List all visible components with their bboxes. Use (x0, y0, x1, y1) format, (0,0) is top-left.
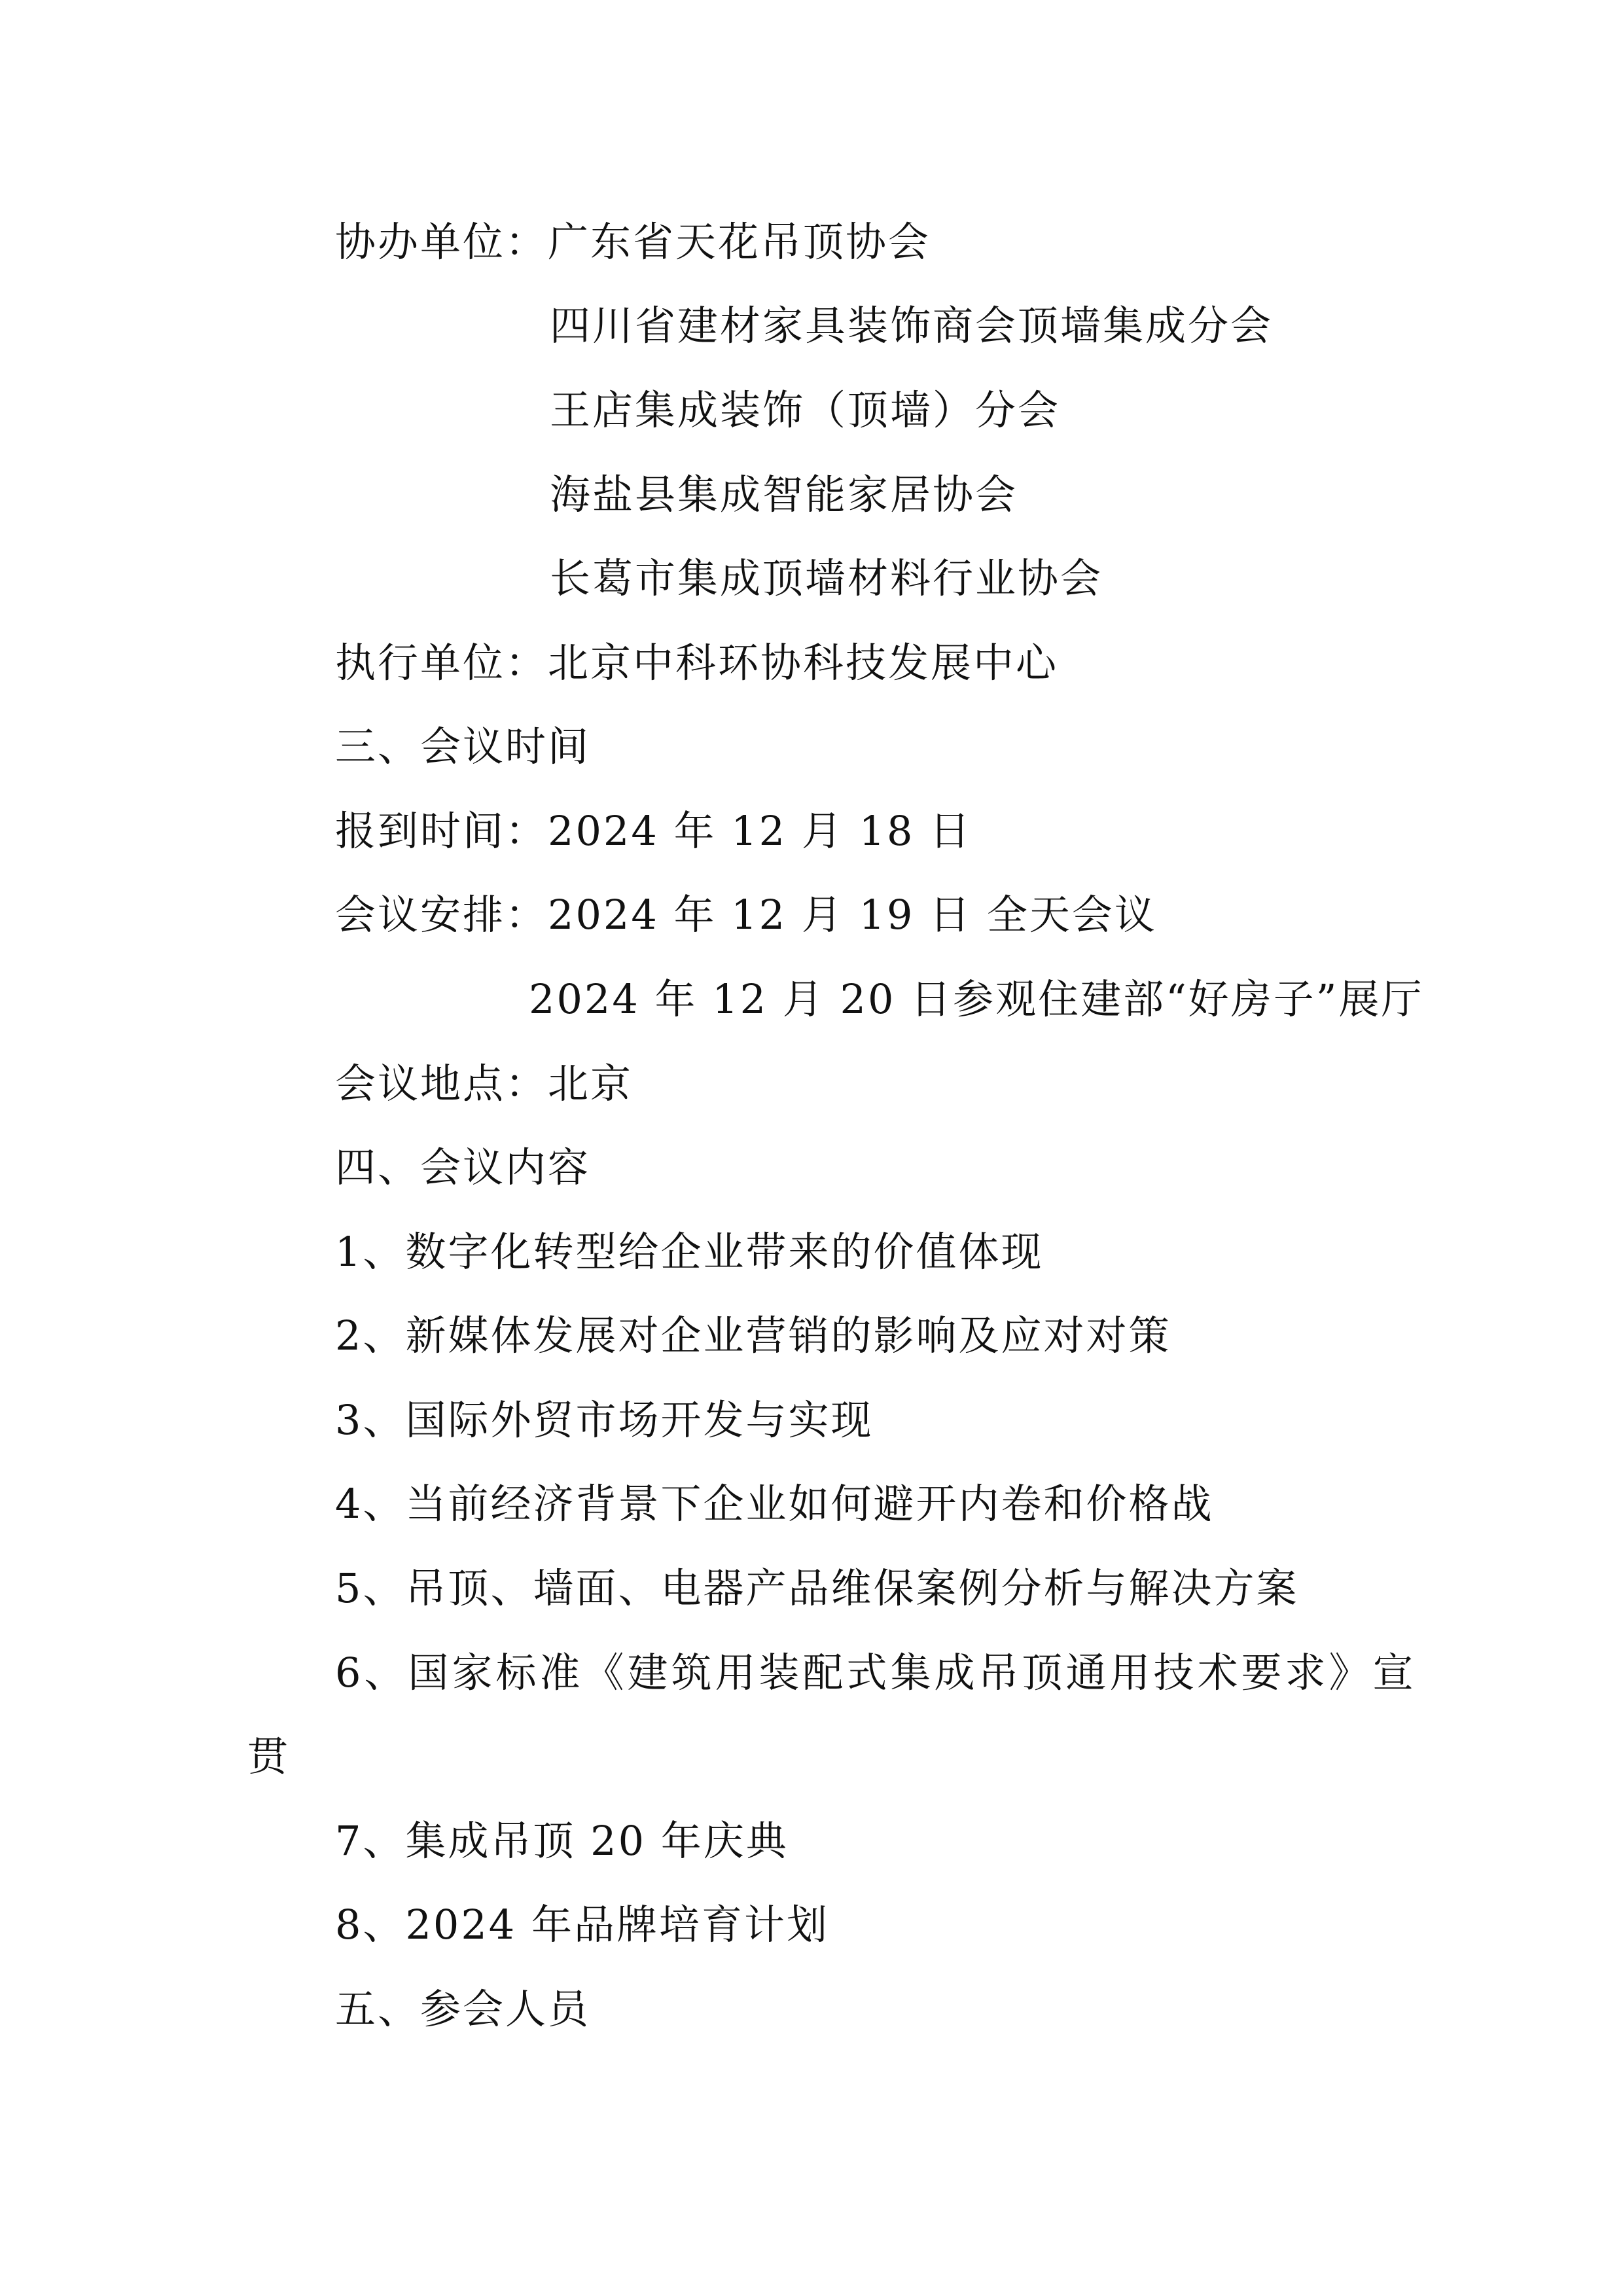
schedule-line-1: 会议安排：2024 年 12 月 19 日 全天会议 (335, 891, 1157, 939)
schedule-line-2: 2024 年 12 月 20 日参观住建部“好房子”展厅 (529, 975, 1424, 1023)
content-item: 1、数字化转型给企业带来的价值体现 (335, 1228, 1044, 1276)
co-organizer-item: 海盐县集成智能家居协会 (550, 471, 1018, 518)
content-item: 5、吊顶、墙面、电器产品维保案例分析与解决方案 (335, 1564, 1299, 1612)
venue-line: 会议地点：北京 (335, 1060, 633, 1107)
section-heading-content: 四、会议内容 (335, 1143, 591, 1191)
section-heading-attendees: 五、参会人员 (335, 1985, 591, 2033)
executor-line: 执行单位：北京中科环协科技发展中心 (335, 639, 1059, 687)
co-organizer-item: 王店集成装饰（顶墙）分会 (550, 386, 1061, 434)
registration-time: 报到时间：2024 年 12 月 18 日 (335, 807, 972, 855)
content-item: 8、2024 年品牌培育计划 (335, 1901, 829, 1948)
content-item-6-line-1: 6、国家标准《建筑用装配式集成吊顶通用技术要求》宣 (335, 1649, 1417, 1696)
co-organizer-item: 长葛市集成顶墙材料行业协会 (550, 554, 1103, 602)
content-item: 4、当前经济背景下企业如何避开内卷和价格战 (335, 1480, 1214, 1528)
section-heading-time: 三、会议时间 (335, 723, 591, 770)
content-item: 3、国际外贸市场开发与实现 (335, 1396, 874, 1444)
content-item: 2、新媒体发展对企业营销的影响及应对对策 (335, 1312, 1171, 1359)
co-organizer-line: 协办单位：广东省天花吊顶协会 (335, 218, 931, 266)
content-item-6-line-2: 贯 (247, 1732, 291, 1780)
content-item: 7、集成吊顶 20 年庆典 (335, 1817, 789, 1865)
co-organizer-item: 四川省建材家具装饰商会顶墙集成分会 (550, 302, 1274, 350)
